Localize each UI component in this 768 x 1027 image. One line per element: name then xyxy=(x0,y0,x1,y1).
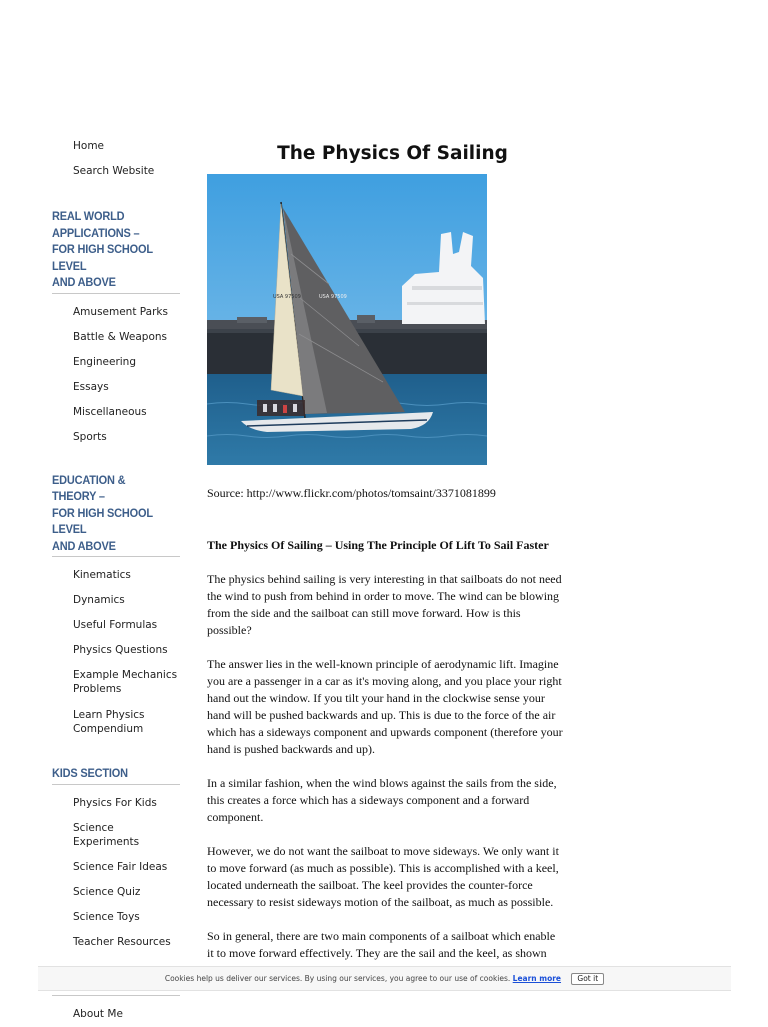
nav-amusement-parks[interactable]: Amusement Parks xyxy=(73,305,168,318)
nav-kinematics[interactable]: Kinematics xyxy=(73,569,131,581)
article-paragraph: However, we do not want the sailboat to move sideways. We only want it to move forward (as much as possible). This is accomplished with a keel, located underneath the sailboat. The keel provides the counter-force necessary to resist sideways motion of the sailboat, as much as possible. xyxy=(207,844,559,909)
nav-science-experiments[interactable]: Science Experiments xyxy=(73,821,140,848)
section-divider xyxy=(52,995,180,996)
nav-learn-physics-compendium[interactable]: Learn Physics Compendium xyxy=(73,709,145,735)
section-divider xyxy=(52,293,180,294)
nav-physics-questions[interactable]: Physics Questions xyxy=(73,644,168,656)
nav-useful-formulas[interactable]: Useful Formulas xyxy=(73,619,158,631)
nav-science-toys[interactable]: Science Toys xyxy=(73,910,140,923)
nav-battle-weapons[interactable]: Battle & Weapons xyxy=(73,330,167,343)
article-paragraph: So in general, there are two main components of a sailboat which enable it to move forward effectively. They are the sail and the keel, as shown xyxy=(207,929,556,960)
nav-about-me[interactable]: About Me xyxy=(73,1008,123,1020)
cookie-consent-bar xyxy=(38,966,731,991)
section-heading-kids: KIDS SECTION xyxy=(52,766,128,780)
article-paragraph: The physics behind sailing is very interesting in that sailboats do not need the wind to push from behind in order to move. The wind can be blowing from the side and the sailboat can still move forward. How is this possible? xyxy=(207,572,562,637)
photo-source: Source: http://www.flickr.com/photos/tomsaint/3371081899 xyxy=(207,486,496,500)
article-heading: The Physics Of Sailing – Using The Principle Of Lift To Sail Faster xyxy=(207,538,549,552)
nav-search-website[interactable]: Search Website xyxy=(73,165,155,177)
svg-text:USA 97509: USA 97509 xyxy=(273,294,301,300)
nav-engineering[interactable]: Engineering xyxy=(73,355,136,368)
nav-science-quiz[interactable]: Science Quiz xyxy=(73,885,141,898)
nav-science-fair-ideas[interactable]: Science Fair Ideas xyxy=(73,860,168,873)
nav-sports[interactable]: Sports xyxy=(73,430,107,443)
article-body xyxy=(207,537,564,979)
nav-physics-for-kids[interactable]: Physics For Kids xyxy=(73,796,157,809)
svg-text:USA 97509: USA 97509 xyxy=(319,294,347,300)
sailboat-photo xyxy=(207,174,487,465)
nav-dynamics[interactable]: Dynamics xyxy=(73,594,125,606)
article-paragraph: The answer lies in the well-known principle of aerodynamic lift. Imagine you are a passenger in a car as it's moving along, and you place your right hand out the window. If you tilt your hand in the clockwise sense your hand will be pushed backwards and up. This is due to the force of the air which has a sideways component and upwards component (therefore your hand is pushed backwards and up). xyxy=(207,657,563,756)
main-content xyxy=(207,140,564,960)
cookie-notice-text: Cookies help us deliver our services. By using our services, you agree to our use of cookies. xyxy=(164,974,511,983)
article-paragraph: In a similar fashion, when the wind blows against the sails from the side, this creates a force which has a sideways component and a forward component. xyxy=(207,776,557,824)
nav-teacher-resources[interactable]: Teacher Resources xyxy=(73,935,171,948)
learn-more-link[interactable]: Learn more xyxy=(512,974,562,983)
section-heading-real-world: REAL WORLD APPLICATIONS – FOR HIGH SCHOOL LEVEL AND ABOVE xyxy=(52,209,153,289)
section-heading-education-theory: EDUCATION & THEORY – FOR HIGH SCHOOL LEVEL AND ABOVE xyxy=(52,472,153,553)
sidebar-nav xyxy=(52,134,180,1027)
page-title: The Physics Of Sailing xyxy=(277,143,508,164)
nav-essays[interactable]: Essays xyxy=(73,380,109,393)
section-divider xyxy=(52,784,180,785)
nav-home[interactable]: Home xyxy=(73,140,105,152)
section-divider xyxy=(52,556,180,557)
got-it-button[interactable]: Got it xyxy=(571,973,604,985)
nav-example-mechanics-problems[interactable]: Example Mechanics Problems xyxy=(73,669,178,695)
nav-miscellaneous[interactable]: Miscellaneous xyxy=(73,405,147,418)
